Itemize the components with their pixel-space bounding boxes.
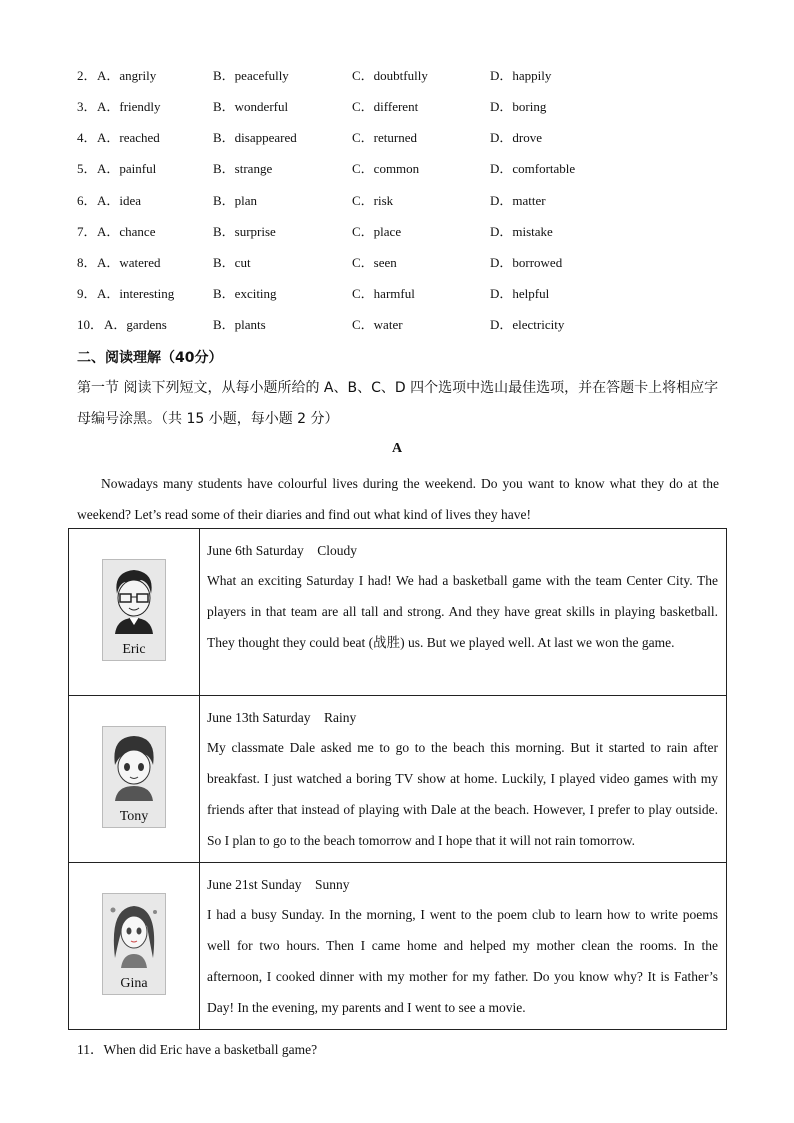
option-d: D．helpful	[490, 286, 550, 301]
option-c: C．water	[352, 317, 403, 332]
option-d: D．comfortable	[490, 161, 576, 176]
question-number: 10．	[77, 317, 104, 332]
question-number: 7．	[77, 224, 97, 239]
avatar-gina	[102, 893, 166, 995]
diary-text: My classmate Dale asked me to go to the beach this morning. But it started to rain after breakfast. I just watched a boring TV show at home. Luckily, I played video games with my friends after that instead of playing with Dale at the beach. However, I prefer to play outside. So I plan to go to the beach tomorrow and I hope that it will not rain tomorrow.	[207, 740, 718, 848]
diary-entry	[200, 696, 727, 863]
question-number: 9．	[77, 286, 97, 301]
avatar-cell	[69, 529, 200, 696]
diary-entry	[200, 529, 727, 696]
option-d: D．mistake	[490, 224, 553, 239]
option-row-7	[0, 222, 794, 242]
option-d: D．electricity	[490, 317, 565, 332]
option-b: B．surprise	[213, 224, 276, 239]
question-number: 5．	[77, 161, 97, 176]
diary-weather: Sunny	[315, 877, 350, 892]
option-row-6	[0, 191, 794, 211]
avatar-name: Gina	[120, 975, 148, 991]
instruction-text: 第一节 阅读下列短文，从每小题所给的 A、B、C、D 四个选项中选山最佳选项，并在答题卡上将相应字母编号涂黑。（共 15 小题，每小题 2 分）	[77, 380, 719, 427]
boy-with-glasses-icon	[105, 564, 163, 634]
option-a: A．watered	[97, 255, 161, 270]
avatar-tony	[102, 726, 166, 828]
diary-row-eric	[69, 529, 727, 696]
option-b: B．wonderful	[213, 99, 289, 114]
option-row-8	[0, 253, 794, 273]
diary-date: June 21st Sunday	[207, 877, 302, 892]
option-row-10	[0, 315, 794, 335]
option-a: A．friendly	[97, 99, 161, 114]
avatar-eric	[102, 559, 166, 661]
option-d: D．boring	[490, 99, 547, 114]
option-b: B．plan	[213, 193, 258, 208]
girl-icon	[105, 898, 163, 968]
option-d: D．borrowed	[490, 255, 563, 270]
option-c: C．place	[352, 224, 402, 239]
option-d: D．happily	[490, 68, 552, 83]
question-number: 2．	[77, 68, 97, 83]
option-c: C．common	[352, 161, 420, 176]
avatar-cell	[69, 863, 200, 1030]
question-number: 8．	[77, 255, 97, 270]
question-number: 3．	[77, 99, 97, 114]
diary-entry	[200, 863, 727, 1030]
diary-text: What an exciting Saturday I had! We had a basketball game with the team Center City. The players in that team are all tall and strong. And they have great skills in playing basketball. They thought they could beat (战胜) us. But we played well. At last we won the game.	[207, 573, 718, 650]
passage-label: A	[391, 441, 403, 456]
diary-date: June 13th Saturday	[207, 710, 311, 725]
boy-icon	[105, 731, 163, 801]
avatar-name: Tony	[119, 808, 149, 824]
option-a: A．gardens	[104, 317, 167, 332]
option-b: B．exciting	[213, 286, 277, 301]
option-c: C．harmful	[352, 286, 415, 301]
diary-weather: Cloudy	[317, 543, 358, 558]
diary-row-tony	[69, 696, 727, 863]
option-row-3	[0, 97, 794, 117]
option-c: C．doubtfully	[352, 68, 428, 83]
option-b: B．disappeared	[213, 130, 297, 145]
option-d: D．drove	[490, 130, 542, 145]
avatar-cell	[69, 696, 200, 863]
option-a: A．angrily	[97, 68, 157, 83]
option-b: B．cut	[213, 255, 251, 270]
diary-row-gina	[69, 863, 727, 1030]
diary-date-line	[207, 537, 718, 565]
diary-date: June 6th Saturday	[207, 543, 304, 558]
question-number: 4．	[77, 130, 97, 145]
diary-text: I had a busy Sunday. In the morning, I went to the poem club to learn how to write poems well for two hours. Then I came home and helped my mother clean the rooms. In the afternoon, I cooked dinner with my mother for my father. Do you know why? It is Father’s Day! In the evening, my parents and I went to see a movie.	[207, 907, 718, 1015]
question-number: 6．	[77, 193, 97, 208]
passage-intro: Nowadays many students have colourful lives during the weekend. Do you want to know what they do at the weekend? Let’s read some of their diaries and find out what kind of lives they have!	[77, 476, 719, 522]
option-c: C．risk	[352, 193, 394, 208]
option-b: B．strange	[213, 161, 273, 176]
option-d: D．matter	[490, 193, 546, 208]
diary-date-line	[207, 871, 718, 899]
option-a: A．painful	[97, 161, 157, 176]
option-c: C．seen	[352, 255, 397, 270]
option-row-9	[0, 284, 794, 304]
diary-table	[68, 528, 727, 1030]
option-a: A．reached	[97, 130, 160, 145]
diary-date-line	[207, 704, 718, 732]
option-row-4	[0, 128, 794, 148]
option-a: A．interesting	[97, 286, 175, 301]
option-row-5	[0, 159, 794, 179]
option-b: B．peacefully	[213, 68, 289, 83]
option-a: A．chance	[97, 224, 156, 239]
section-title: 二、阅读理解（40分）	[77, 350, 223, 366]
avatar-name: Eric	[122, 641, 146, 657]
option-a: A．idea	[97, 193, 142, 208]
option-c: C．different	[352, 99, 419, 114]
option-c: C．returned	[352, 130, 417, 145]
diary-weather: Rainy	[324, 710, 357, 725]
option-row-2	[0, 66, 794, 86]
option-b: B．plants	[213, 317, 266, 332]
question-11: 11．When did Eric have a basketball game?	[77, 1042, 318, 1057]
